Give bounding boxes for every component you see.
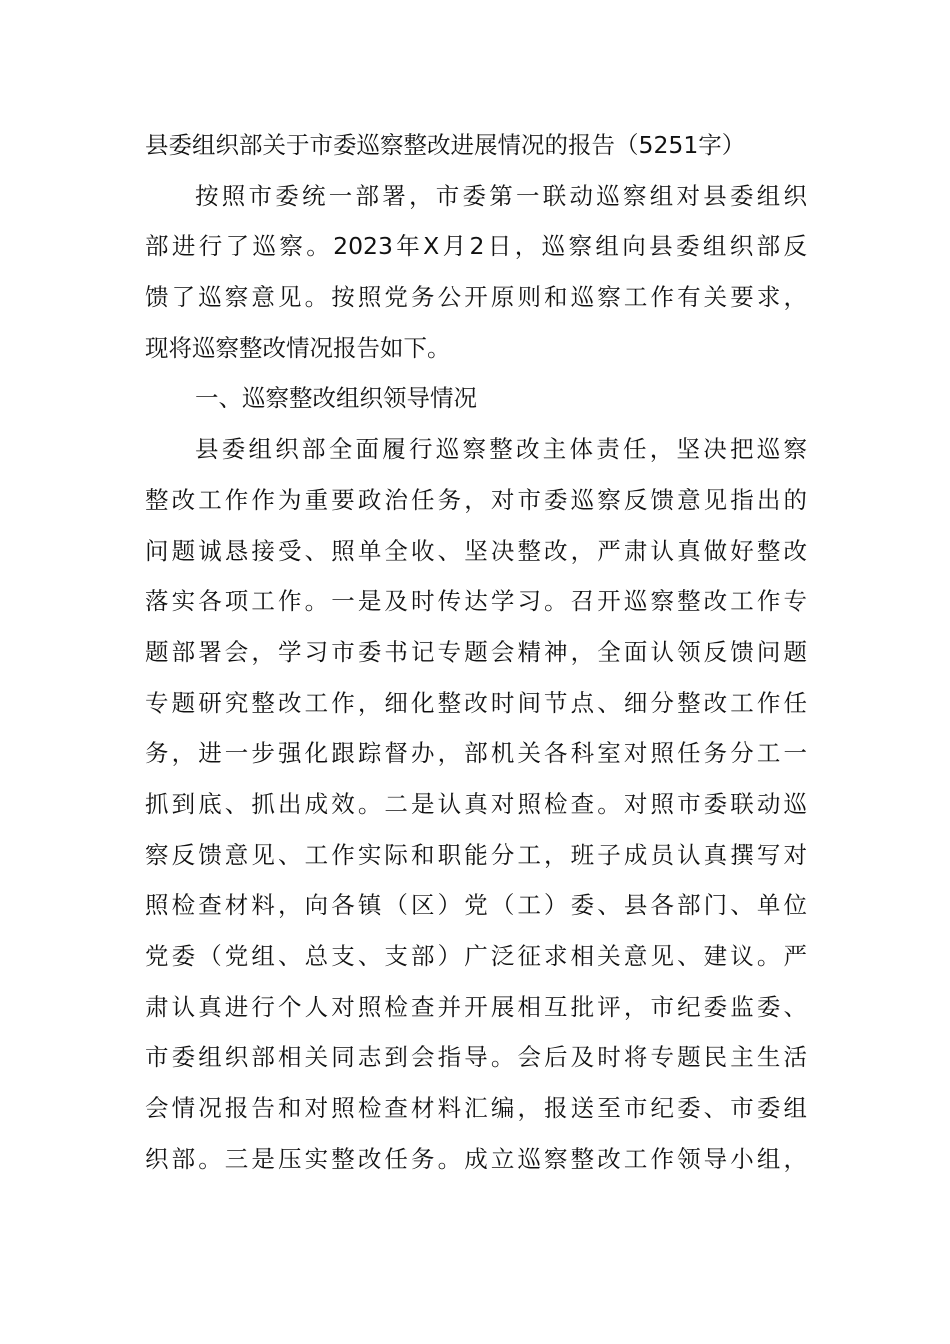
paragraph-line: 整改工作作为重要政治任务，对市委巡察反馈意见指出的 bbox=[145, 485, 807, 514]
paragraph-line: 专题研究整改工作，细化整改时间节点、细分整改工作任 bbox=[145, 688, 807, 717]
paragraph-line: 按照市委统一部署，市委第一联动巡察组对县委组织 bbox=[195, 181, 807, 210]
section-heading: 一、巡察整改组织领导情况 bbox=[195, 384, 477, 413]
paragraph-line: 肃认真进行个人对照检查并开展相互批评，市纪委监委、 bbox=[145, 992, 807, 1021]
paragraph-line: 县委组织部全面履行巡察整改主体责任，坚决把巡察 bbox=[195, 435, 807, 464]
paragraph-line: 馈了巡察意见。按照党务公开原则和巡察工作有关要求， bbox=[145, 283, 807, 312]
paragraph-line: 落实各项工作。一是及时传达学习。召开巡察整改工作专 bbox=[145, 587, 807, 616]
paragraph-line: 照检查材料，向各镇（区）党（工）委、县各部门、单位 bbox=[145, 891, 807, 920]
paragraph-line: 织部。三是压实整改任务。成立巡察整改工作领导小组， bbox=[145, 1144, 807, 1173]
paragraph-line: 党委（党组、总支、支部）广泛征求相关意见、建议。严 bbox=[145, 942, 807, 970]
paragraph-line: 察反馈意见、工作实际和职能分工，班子成员认真撰写对 bbox=[145, 840, 807, 869]
paragraph-line: 务，进一步强化跟踪督办，部机关各科室对照任务分工一 bbox=[145, 739, 807, 768]
paragraph-line: 会情况报告和对照检查材料汇编，报送至市纪委、市委组 bbox=[145, 1094, 807, 1123]
paragraph-line: 问题诚恳接受、照单全收、坚决整改，严肃认真做好整改 bbox=[145, 536, 807, 565]
paragraph-line: 部进行了巡察。2023年X月2日，巡察组向县委组织部反 bbox=[145, 232, 807, 261]
document-title: 县委组织部关于市委巡察整改进展情况的报告（5251字） bbox=[145, 131, 746, 159]
paragraph-line: 市委组织部相关同志到会指导。会后及时将专题民主生活 bbox=[145, 1043, 807, 1072]
document-body bbox=[145, 120, 807, 1184]
paragraph-line: 抓到底、抓出成效。二是认真对照检查。对照市委联动巡 bbox=[145, 789, 807, 818]
paragraph-line: 现将巡察整改情况报告如下。 bbox=[145, 333, 451, 362]
paragraph-line: 题部署会，学习市委书记专题会精神，全面认领反馈问题 bbox=[145, 637, 807, 666]
